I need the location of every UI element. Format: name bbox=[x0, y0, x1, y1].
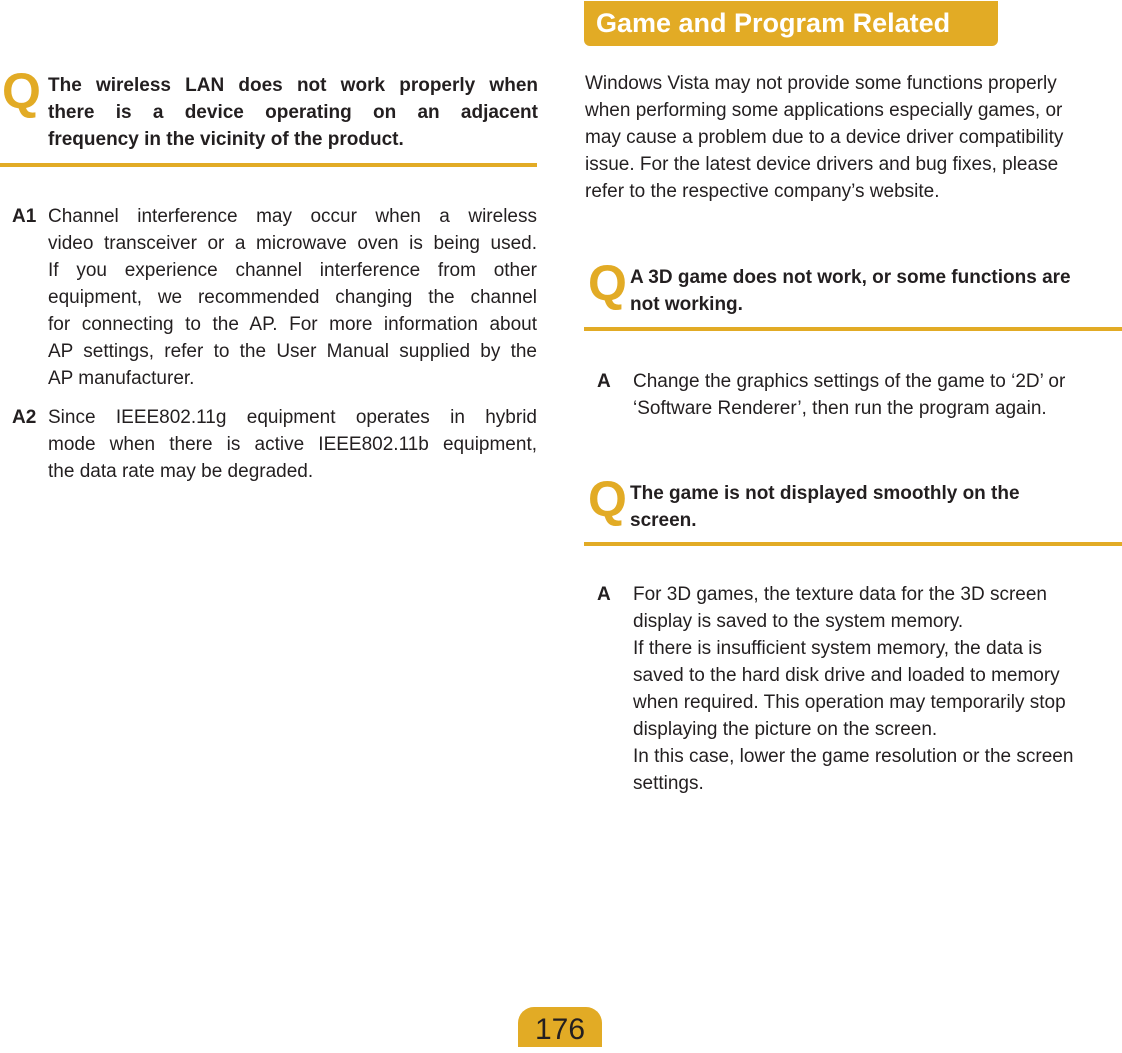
answer-line: saved to the hard disk drive and loaded to memory bbox=[633, 665, 1060, 686]
intro-paragraph bbox=[585, 70, 1115, 205]
answer-line: Since IEEE802.11g equipment operates in hybrid bbox=[48, 407, 537, 428]
answer-line: for connecting to the AP. For more information about bbox=[48, 314, 537, 335]
intro-line: refer to the respective company’s website. bbox=[585, 181, 940, 202]
answer-text bbox=[48, 203, 537, 392]
answer-line: mode when there is active IEEE802.11b equipment, bbox=[48, 434, 537, 455]
answer-line: display is saved to the system memory. bbox=[633, 611, 964, 632]
answer-label: A bbox=[597, 584, 611, 605]
divider bbox=[584, 542, 1122, 546]
question-line: The wireless LAN does not work properly when bbox=[48, 75, 538, 96]
answer-item bbox=[12, 404, 537, 489]
answer-text bbox=[633, 581, 1117, 797]
answer-line: If there is insufficient system memory, the data is bbox=[633, 638, 1043, 659]
intro-line: may cause a problem due to a device driver compatibility bbox=[585, 127, 1064, 148]
question-mark-icon: Q bbox=[588, 471, 627, 527]
intro-line: Windows Vista may not provide some functions properly bbox=[585, 73, 1057, 94]
answer-line: equipment, we recommended changing the channel bbox=[48, 287, 537, 308]
answer-item bbox=[597, 581, 1117, 801]
answer-line: Channel interference may occur when a wireless bbox=[48, 206, 537, 227]
question-line: not working. bbox=[630, 294, 743, 315]
answer-label: A2 bbox=[12, 407, 37, 428]
intro-line: when performing some applications especially games, or bbox=[585, 100, 1063, 121]
question-mark-icon: Q bbox=[588, 255, 627, 311]
answer-text bbox=[48, 404, 537, 485]
question-line: The game is not displayed smoothly on the bbox=[630, 483, 1020, 504]
question-mark-icon: Q bbox=[2, 63, 41, 119]
answer-line: settings. bbox=[633, 773, 704, 794]
answer-line: For 3D games, the texture data for the 3D screen bbox=[633, 584, 1047, 605]
question-block bbox=[588, 471, 1122, 540]
answer-line: Change the graphics settings of the game to ‘2D’ or bbox=[633, 371, 1066, 392]
answer-line: If you experience channel interference from other bbox=[48, 260, 537, 281]
section-title: Game and Program Related bbox=[584, 1, 998, 46]
page-number: 176 bbox=[518, 1007, 602, 1047]
question-text bbox=[630, 264, 1122, 318]
answer-label: A bbox=[597, 371, 611, 392]
answer-line: In this case, lower the game resolution or the screen bbox=[633, 746, 1074, 767]
answer-label: A1 bbox=[12, 206, 37, 227]
divider bbox=[584, 327, 1122, 331]
answer-line: AP settings, refer to the User Manual supplied by the bbox=[48, 341, 537, 362]
answer-line: the data rate may be degraded. bbox=[48, 461, 314, 482]
question-block bbox=[2, 63, 538, 172]
answer-line: video transceiver or a microwave oven is being used. bbox=[48, 233, 537, 254]
intro-line: issue. For the latest device drivers and bug fixes, please bbox=[585, 154, 1059, 175]
answer-line: displaying the picture on the screen. bbox=[633, 719, 938, 740]
question-line: frequency in the vicinity of the product. bbox=[48, 129, 404, 150]
answer-line: when required. This operation may temporarily stop bbox=[633, 692, 1066, 713]
question-line: there is a device operating on an adjacent bbox=[48, 102, 538, 123]
question-line: A 3D game does not work, or some functions are bbox=[630, 267, 1071, 288]
divider bbox=[0, 163, 537, 167]
question-text bbox=[48, 72, 538, 153]
question-text bbox=[630, 480, 1122, 534]
answer-item bbox=[12, 203, 537, 393]
question-line: screen. bbox=[630, 510, 697, 531]
question-block bbox=[588, 255, 1122, 324]
answer-line: AP manufacturer. bbox=[48, 368, 195, 389]
answer-line: ‘Software Renderer’, then run the program again. bbox=[633, 398, 1047, 419]
answer-text bbox=[633, 368, 1117, 422]
answer-item bbox=[597, 368, 1117, 428]
